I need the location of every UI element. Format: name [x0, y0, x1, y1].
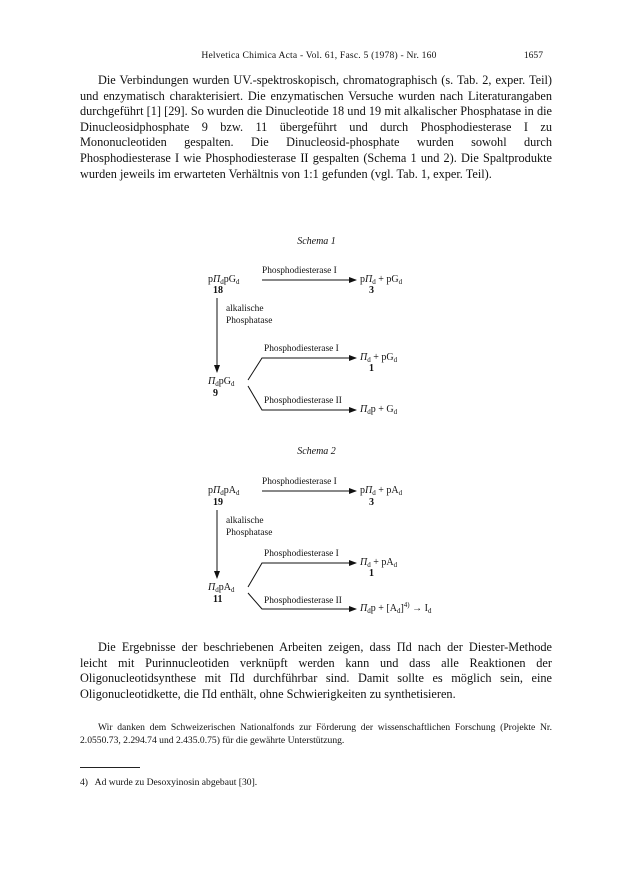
- schema1-phosphatase-label-2: Phosphatase: [226, 316, 273, 326]
- schema1-start-compound: $p\Pi_dpG_d$: [208, 274, 240, 286]
- schema2-enzyme-mid: Phosphodiesterase I: [264, 549, 339, 559]
- schema2-phosphatase-label-2: Phosphatase: [226, 528, 273, 538]
- schema2-phosphatase-label-1: alkalische: [226, 516, 264, 526]
- schema2-intermediate: $\Pi_dpA_d$: [208, 582, 235, 594]
- paragraph-1-text: Die Verbindungen wurden UV.-spektroskopisch, chromatographisch (s. Tab. 2, exper. Teil) und enzymatisch charakterisiert. Die enzymatischen Versuche wurden nach Literaturangaben durchgeführt [1] [29]. So wurden die Dinucleotide 18 und 19 mit alkalischer Phosphatase in die Dinucleosidphosphate 9 bzw. 11 übergeführt und durch Phosphodiesterase I zu Mononucleotiden gespalten. Die Dinucleosid-phosphate wurden sowohl durch Phosphodiesterase I wie Phosphodiesterase II gespalten (Schema 1 und 2). Die Spaltprodukte wurden jeweils im erwarteten Verhältnis von 1:1 gefunden (vgl. Tab. 1, exper. Teil).: [80, 73, 552, 181]
- schema2-product-top: $p\Pi_d + pA_d$: [360, 485, 403, 497]
- schema2-start-number: 19: [213, 497, 223, 508]
- schema2-start-compound: $p\Pi_dpA_d$: [208, 485, 240, 497]
- footnote-divider: [80, 767, 140, 768]
- footnote-text: Ad wurde zu Desoxyinosin abgebaut [30].: [94, 777, 258, 788]
- schema2-product-bottom: $\Pi_dp + [A_d]^{4)} \to I_d$: [360, 601, 432, 615]
- footnote-marker: 4): [80, 777, 88, 788]
- schema1-enzyme-top: Phosphodiesterase I: [262, 266, 337, 276]
- schema1-start-number: 18: [213, 285, 223, 296]
- schema2-product-top-number: 3: [369, 497, 374, 508]
- acknowledgement-text: Wir danken dem Schweizerischen Nationalfonds zur Förderung der wissenschaftlichen Forschung (Projekte Nr. 2.0550.73, 2.294.74 und 2.435.0.75) für die gewährte Unterstützung.: [80, 722, 552, 746]
- paragraph-2-text: Die Ergebnisse der beschriebenen Arbeiten zeigen, dass Πd nach der Diester-Methode leicht mit Purinnucleotiden verknüpft werden kann und dass alle Reaktionen der Oligonucleotidsynthese mit Πd durchführbar sind. Damit sollte es möglich sein, eine Oligonucleotidkette, die Πd enthält, ohne Schwierigkeiten zu synthetisieren.: [80, 640, 552, 701]
- schema1-intermediate: $\Pi_dpG_d$: [208, 376, 235, 388]
- schema1-product-top: $p\Pi_d + pG_d$: [360, 274, 403, 286]
- schema1-product-bottom: $\Pi_dp + G_d$: [360, 404, 398, 416]
- schema1-upper-branch: [248, 358, 356, 380]
- schema2-product-mid: $\Pi_d + pA_d$: [360, 557, 398, 569]
- schema1-product-top-number: 3: [369, 285, 374, 296]
- acknowledgement: [80, 721, 552, 747]
- schema-1-title: Schema 1: [297, 236, 336, 247]
- schema-2-title: Schema 2: [297, 446, 336, 457]
- schema2-intermediate-number: 11: [213, 594, 223, 605]
- schema1-enzyme-bottom: Phosphodiesterase II: [264, 396, 342, 406]
- schema1-product-mid: $\Pi_d + pG_d$: [360, 352, 398, 364]
- schema2-upper-branch: [248, 563, 356, 587]
- schema2-enzyme-top: Phosphodiesterase I: [262, 477, 337, 487]
- schema1-intermediate-number: 9: [213, 388, 218, 399]
- schema2-product-mid-number: 1: [369, 568, 374, 579]
- schema2-enzyme-bottom: Phosphodiesterase II: [264, 596, 342, 606]
- footnote: [80, 777, 552, 789]
- schema1-enzyme-mid: Phosphodiesterase I: [264, 344, 339, 354]
- journal-citation: Helvetica Chimica Acta - Vol. 61, Fasc. 5 (1978) - Nr. 160: [201, 50, 437, 61]
- schema1-phosphatase-label-1: alkalische: [226, 304, 264, 314]
- paragraph-conclusion: [80, 640, 552, 702]
- schema1-product-mid-number: 1: [369, 363, 374, 374]
- page-number: 1657: [523, 50, 543, 61]
